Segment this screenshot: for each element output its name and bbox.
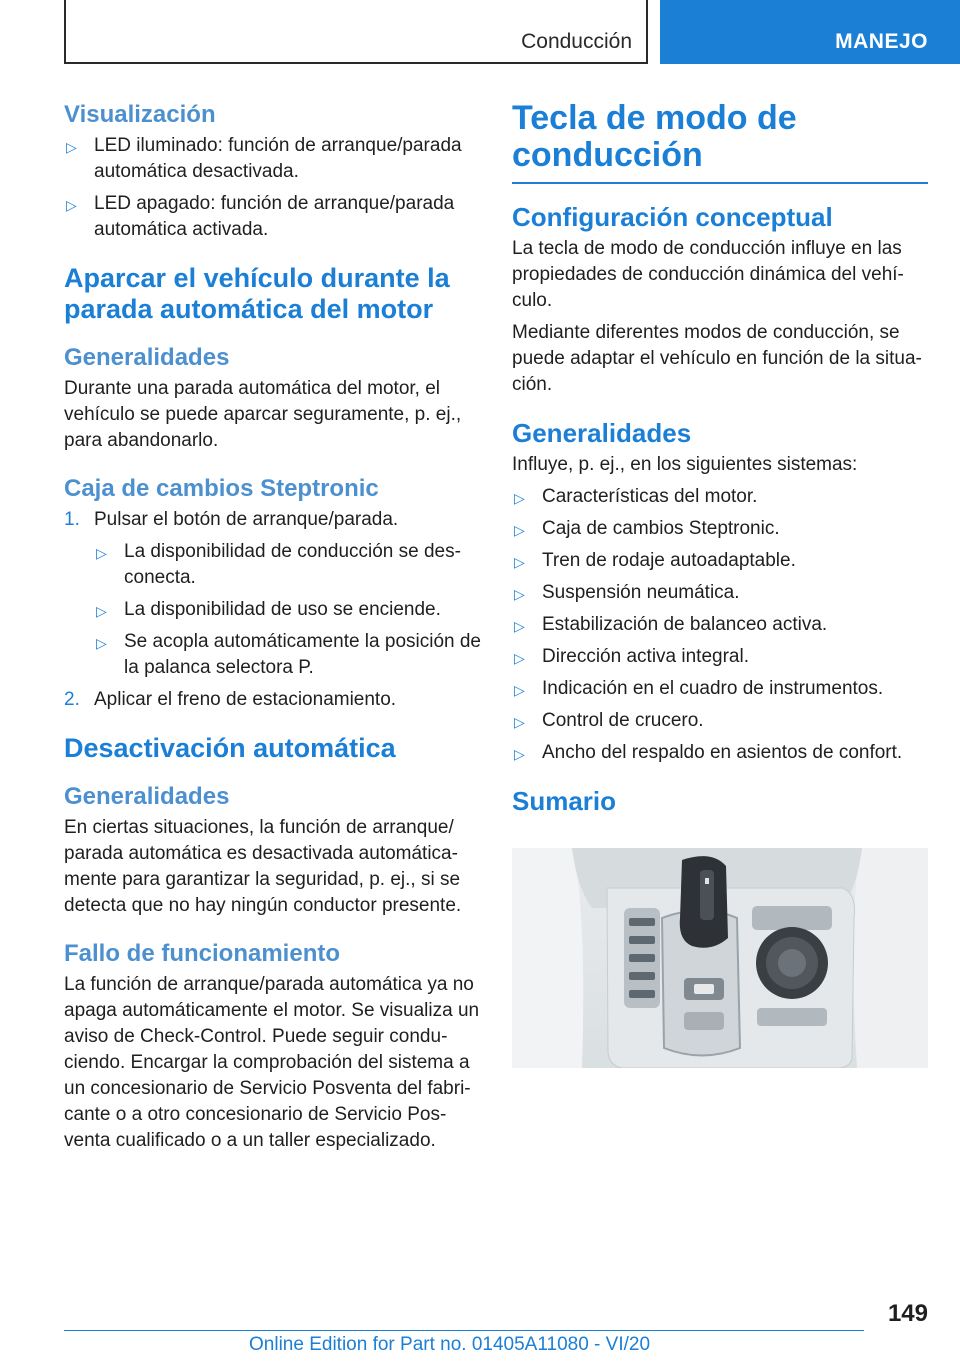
header-section-box [64, 0, 648, 64]
heading-generalidades-2: Generalidades [64, 783, 230, 810]
center-console-illustration [512, 848, 928, 1068]
list-item: ▷ Estabilización de balanceo activa. [512, 612, 928, 638]
footer-edition-text: Online Edition for Part no. 01405A11080 - VI/20 [249, 1334, 651, 1355]
page-number: 149 [887, 1300, 928, 1327]
header-chapter-label: MANEJO [835, 30, 928, 53]
heading-sumario: Sumario [512, 786, 617, 816]
heading-fallo: Fallo de funcionamiento [64, 940, 341, 967]
heading-tecla-modo: Tecla de modo de conducción [512, 100, 928, 184]
triangle-bullet-icon: ▷ [514, 554, 525, 570]
list-item: ▷ Indicación en el cuadro de instrumentos. [512, 676, 928, 702]
triangle-bullet-icon: ▷ [96, 635, 107, 651]
list-item: ▷ Control de crucero. [512, 708, 928, 734]
triangle-bullet-icon: ▷ [96, 545, 107, 561]
heading-generalidades-1: Generalidades [64, 344, 230, 371]
step-item: 2. Aplicar el freno de estacionamiento. [64, 687, 482, 713]
steps-list [64, 507, 482, 713]
paragraph-generalidades-2: En ciertas situaciones, la función de arranque/ parada automática es desactivada automáticamente para garantizar la seguridad, p. ej., si se detecta que no hay ningún conductor presente. [64, 817, 462, 916]
list-item: ▷ La disponibilidad de conducción se desconecta. [96, 541, 461, 588]
list-item: ▷ Tren de rodaje autoadaptable. [512, 548, 928, 574]
triangle-bullet-icon: ▷ [514, 682, 525, 698]
list-item: ▷ Se acopla automáticamente la posición de la palanca selectora P. [96, 631, 482, 678]
step-number: 2. [64, 689, 80, 710]
heading-caja-cambios: Caja de cambios Steptronic [64, 475, 379, 502]
triangle-bullet-icon: ▷ [514, 746, 525, 762]
paragraph-generalidades-3: Influye, p. ej., en los siguientes sistemas: [512, 454, 858, 475]
paragraph-concept-2: Mediante diferentes modos de conducción, se puede adaptar el vehículo en función de la situación. [512, 322, 922, 395]
step-number: 1. [64, 509, 80, 530]
heading-generalidades-3: Generalidades [512, 418, 692, 448]
paragraph-generalidades-1: Durante una parada automática del motor, el vehículo se puede aparcar seguramente, p. ej., para abandonarlo. [64, 378, 462, 451]
heading-configuracion: Configuración conceptual [512, 202, 833, 232]
vis-list [64, 133, 482, 243]
heading-aparcar: Aparcar el vehículo durante la parada automática del motor [64, 263, 450, 324]
list-item: ▷ Dirección activa integral. [512, 644, 928, 670]
list-item: ▷ Caja de cambios Steptronic. [512, 516, 928, 542]
left-column [64, 100, 482, 1160]
systems-list [512, 484, 928, 766]
list-item: ▷ LED iluminado: función de arranque/parada automática desactivada. [66, 135, 462, 182]
step1-sublist [94, 539, 482, 681]
center-console-drawing [512, 848, 928, 1068]
list-item: ▷ Ancho del respaldo en asientos de confort. [512, 740, 928, 766]
triangle-bullet-icon: ▷ [514, 714, 525, 730]
step-item: 1. Pulsar el botón de arranque/parada. ▷ La disponibilidad de conducción se desconecta. ▷ La disponibilidad de uso se enciende. ▷ Se acopla automáticamente la posición de la palanca selectora P. [64, 507, 482, 681]
list-item: ▷ Suspensión neumática. [512, 580, 928, 606]
triangle-bullet-icon: ▷ [96, 603, 107, 619]
paragraph-fallo: La función de arranque/parada automática ya no apaga automáticamente el motor. Se visualiza un aviso de Check-Control. Puede seguir conduciendo. Encargar la comprobación del sistema a un concesionario de Servicio Posventa del fabricante o a otro concesionario de Servicio Posventa cualificado o a un taller especializado. [64, 974, 480, 1151]
triangle-bullet-icon: ▷ [514, 586, 525, 602]
footer-divider [64, 1330, 864, 1331]
header-chapter-tab [660, 0, 960, 64]
triangle-bullet-icon: ▷ [514, 650, 525, 666]
header-section-label: Conducción [521, 30, 632, 53]
triangle-bullet-icon: ▷ [66, 139, 77, 155]
list-item: ▷ La disponibilidad de uso se enciende. [94, 597, 482, 623]
heading-visualizacion: Visualización [64, 101, 216, 128]
heading-desactivacion: Desactivación automática [64, 733, 396, 763]
triangle-bullet-icon: ▷ [514, 490, 525, 506]
list-item: ▷ LED apagado: función de arranque/parada automática activada. [66, 193, 455, 240]
triangle-bullet-icon: ▷ [66, 197, 77, 213]
triangle-bullet-icon: ▷ [514, 618, 525, 634]
right-column [512, 100, 928, 820]
list-item: ▷ Características del motor. [512, 484, 928, 510]
paragraph-concept-1: La tecla de modo de conducción influye en las propiedades de conducción dinámica del vehículo. [512, 238, 904, 311]
triangle-bullet-icon: ▷ [514, 522, 525, 538]
